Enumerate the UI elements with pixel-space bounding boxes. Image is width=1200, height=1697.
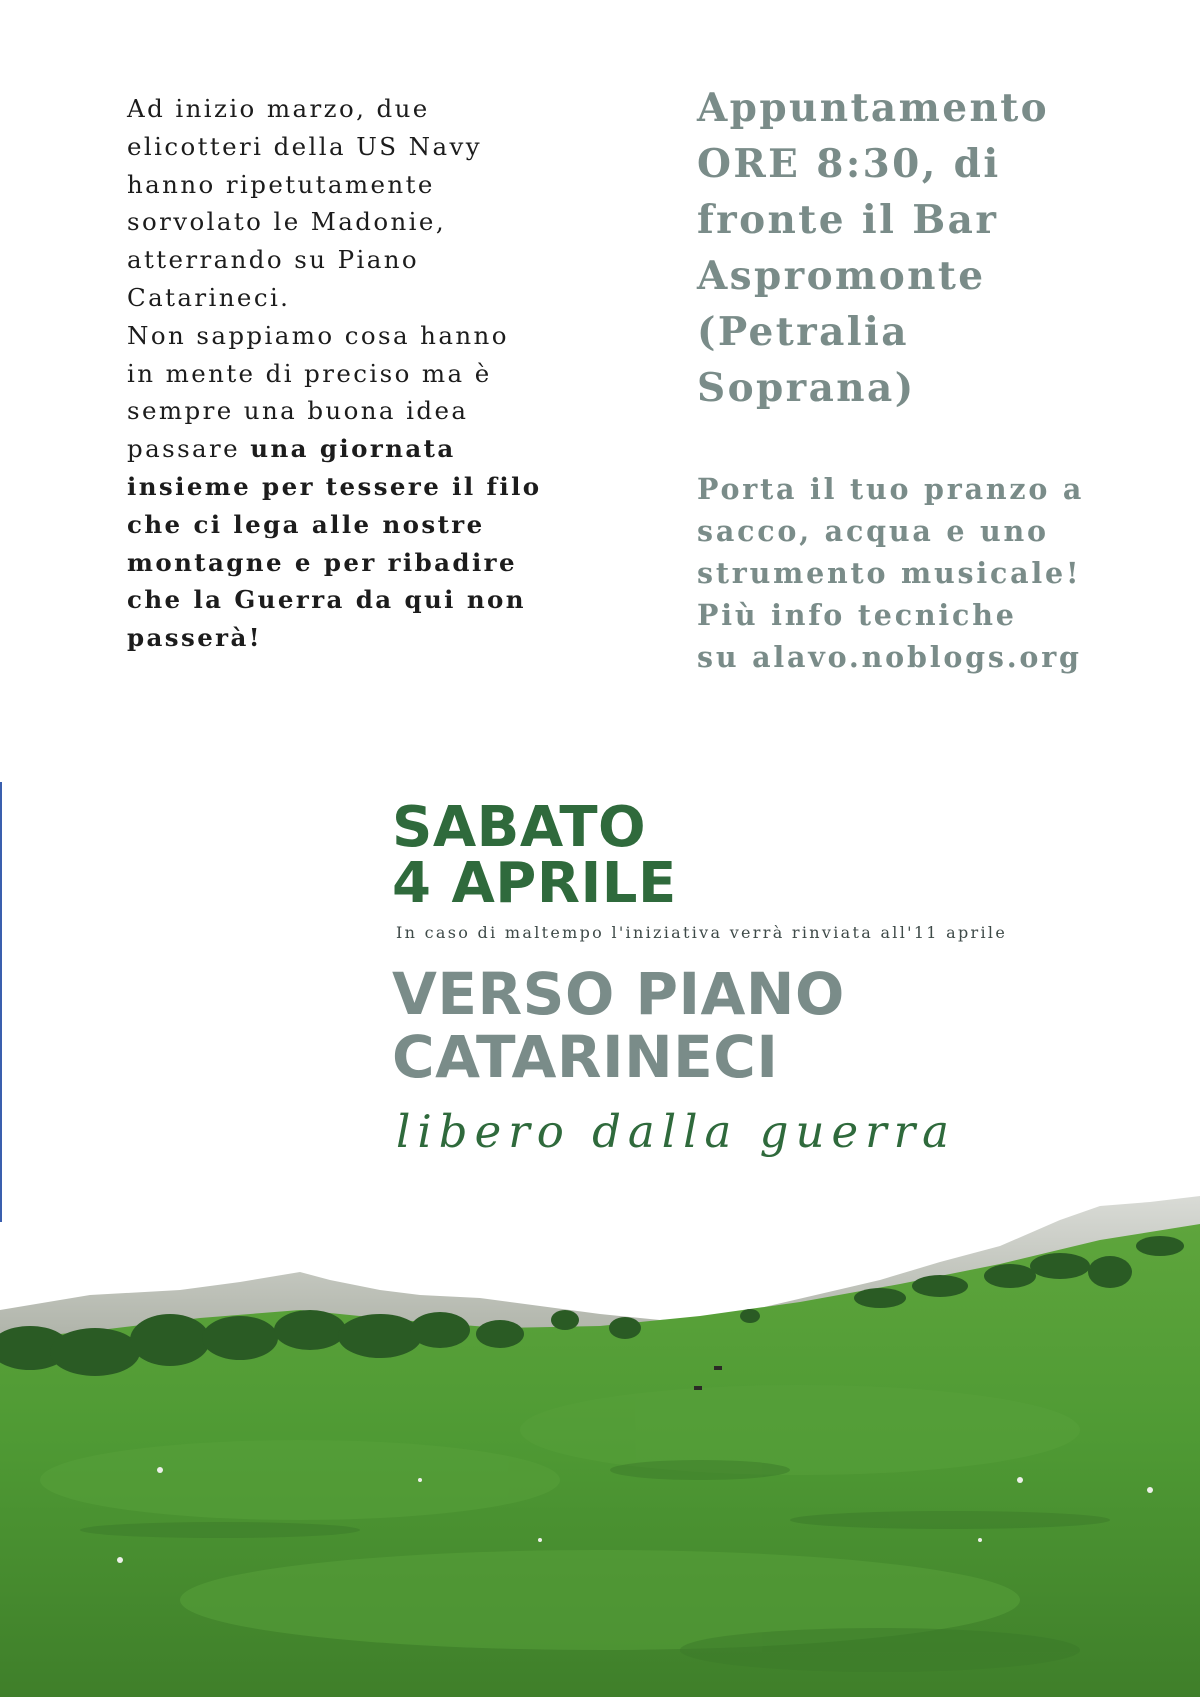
intro-line: in mente di preciso ma è: [127, 358, 492, 388]
bring-line: Più info tecniche: [697, 598, 1017, 632]
intro-line: hanno ripetutamente: [127, 169, 435, 199]
intro-line: elicotteri della US Navy: [127, 131, 482, 161]
intro-bold-line: montagne e per ribadire: [127, 547, 517, 577]
intro-line: passare: [127, 434, 251, 464]
bring-line: Porta il tuo pranzo a: [697, 472, 1085, 506]
intro-paragraph: [127, 90, 597, 657]
meeting-line: Appuntamento: [697, 85, 1050, 131]
intro-bold-line: che la Guerra da qui non: [127, 585, 526, 615]
intro-bold-line: una giornata: [250, 434, 456, 464]
bring-line: sacco, acqua e uno: [697, 514, 1049, 548]
bring-line: strumento musicale!: [697, 556, 1082, 590]
date-month: 4 APRILE: [392, 851, 677, 916]
intro-line: Catarineci.: [127, 282, 291, 312]
edge-divider: [0, 782, 2, 1222]
intro-line: sempre una buona idea: [127, 396, 469, 426]
landscape-photo: [0, 1180, 1200, 1697]
bring-line: su alavo.noblogs.org: [697, 640, 1082, 674]
event-title: [392, 960, 1192, 1091]
meeting-line: fronte il Bar: [697, 197, 999, 243]
date-day: SABATO: [392, 795, 647, 860]
title-line: VERSO PIANO: [392, 960, 845, 1028]
bring-info: [697, 468, 1167, 678]
meeting-line: Aspromonte: [697, 253, 986, 299]
intro-line: Ad inizio marzo, due: [127, 94, 430, 123]
event-tagline: libero dalla guerra: [396, 1105, 956, 1158]
event-block: [392, 795, 1192, 1158]
intro-bold-line: che ci lega alle nostre: [127, 509, 485, 539]
event-date: [392, 795, 1192, 916]
intro-bold-line: insieme per tessere il filo: [127, 471, 542, 501]
mountain-meadow-illustration: [0, 1180, 1200, 1697]
meeting-line: (Petralia: [697, 309, 909, 355]
weather-note: In caso di maltempo l'iniziativa verrà rinviata all'11 aprile: [396, 923, 1008, 942]
meeting-info: [697, 80, 1167, 416]
meeting-line: Soprana): [697, 365, 916, 411]
title-line: CATARINECI: [392, 1023, 779, 1091]
intro-line: Non sappiamo cosa hanno: [127, 320, 509, 350]
intro-line: sorvolato le Madonie,: [127, 207, 447, 237]
info-column: [697, 80, 1167, 678]
intro-bold-line: passerà!: [127, 623, 262, 653]
intro-line: atterrando su Piano: [127, 245, 420, 275]
meeting-line: ORE 8:30, di: [697, 141, 1001, 187]
